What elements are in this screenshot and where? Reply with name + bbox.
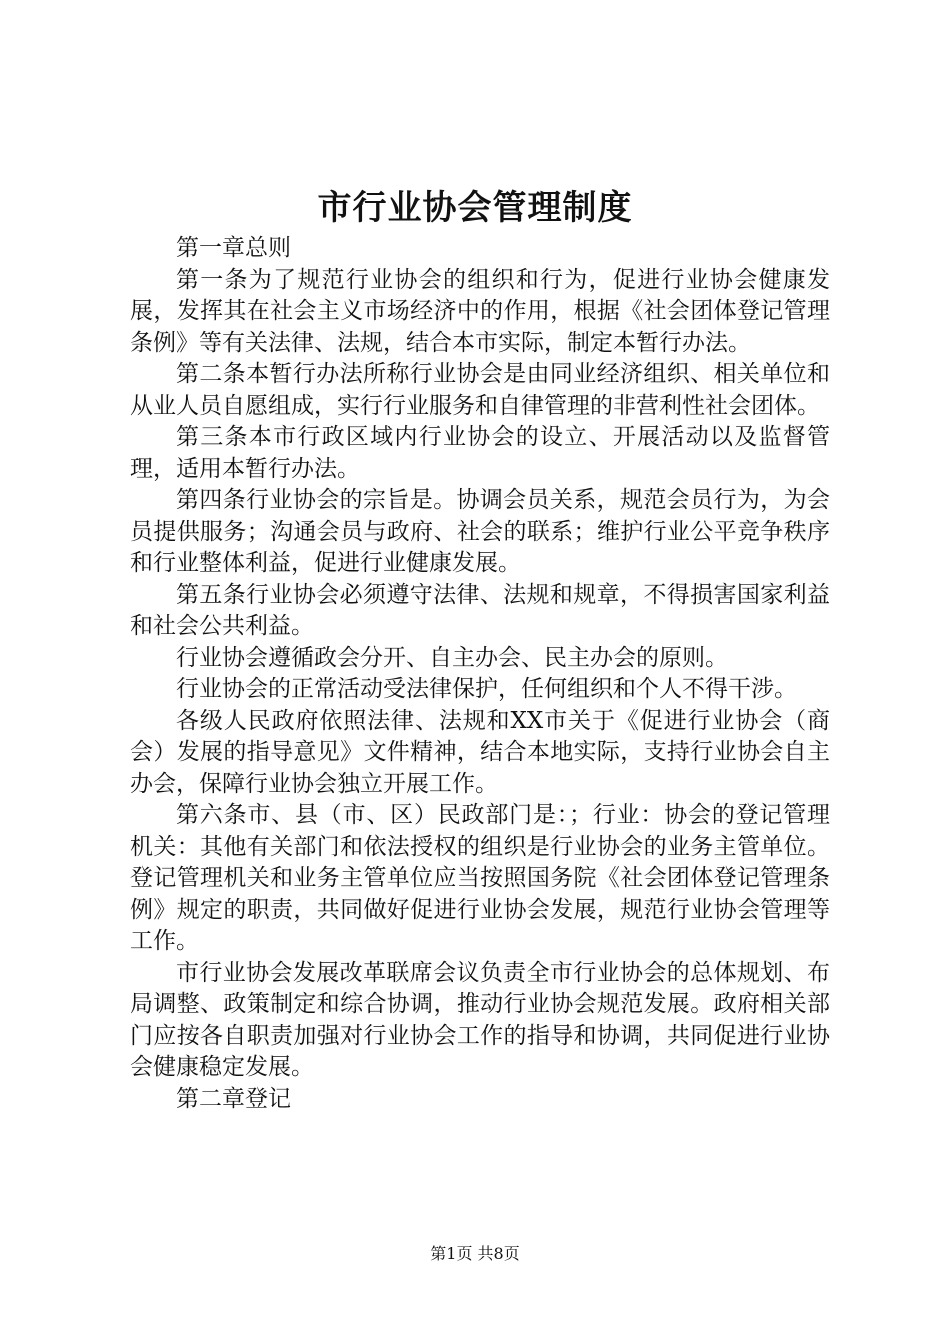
article-1-paragraph: 第一条为了规范行业协会的组织和行为，促进行业协会健康发展，发挥其在社会主义市场经济中的作用，根据《社会团体登记管理条例》等有关法律、法规，结合本市实际，制定本暂行办法。 (130, 266, 830, 356)
joint-meeting-paragraph: 市行业协会发展改革联席会议负责全市行业协会的总体规划、布局调整、政策制定和综合协调，推动行业协会规范发展。政府相关部门应按各自职责加强对行业协会工作的指导和协调，共同促进行业协会健康稳定发展。 (130, 959, 830, 1080)
government-support-paragraph: 各级人民政府依照法律、法规和XX市关于《促进行业协会（商会）发展的指导意见》文件精神，结合本地实际，支持行业协会自主办会，保障行业协会独立开展工作。 (130, 707, 830, 797)
document-body (130, 233, 830, 1115)
article-5-paragraph: 第五条行业协会必须遵守法律、法规和规章，不得损害国家利益和社会公共利益。 (130, 581, 830, 639)
legal-protection-paragraph: 行业协会的正常活动受法律保护，任何组织和个人不得干涉。 (176, 676, 797, 702)
article-2-paragraph: 第二条本暂行办法所称行业协会是由同业经济组织、相关单位和从业人员自愿组成，实行行业服务和自律管理的非营利性社会团体。 (130, 361, 830, 419)
article-4-paragraph: 第四条行业协会的宗旨是。协调会员关系，规范会员行为，为会员提供服务；沟通会员与政府、社会的联系；维护行业公平竞争秩序和行业整体利益，促进行业健康发展。 (130, 487, 830, 576)
page-number-footer: 第1页 共8页 (430, 1244, 520, 1263)
principle-paragraph: 行业协会遵循政会分开、自主办会、民主办会的原则。 (176, 644, 728, 671)
document-title: 市行业协会管理制度 (317, 188, 633, 228)
chapter-heading-1: 第一章总则 (176, 235, 291, 261)
chapter-heading-2: 第二章登记 (176, 1085, 291, 1112)
article-3-paragraph: 第三条本市行政区域内行业协会的设立、开展活动以及监督管理，适用本暂行办法。 (130, 424, 830, 482)
article-6-paragraph: 第六条市、县（市、区）民政部门是：；行业：协会的登记管理机关：其他有关部门和依法授权的组织是行业协会的业务主管单位。登记管理机关和业务主管单位应当按照国务院《社会团体登记管理条例》规定的职责，共同做好促进行业协会发展，规范行业协会管理等工作。 (130, 802, 830, 954)
